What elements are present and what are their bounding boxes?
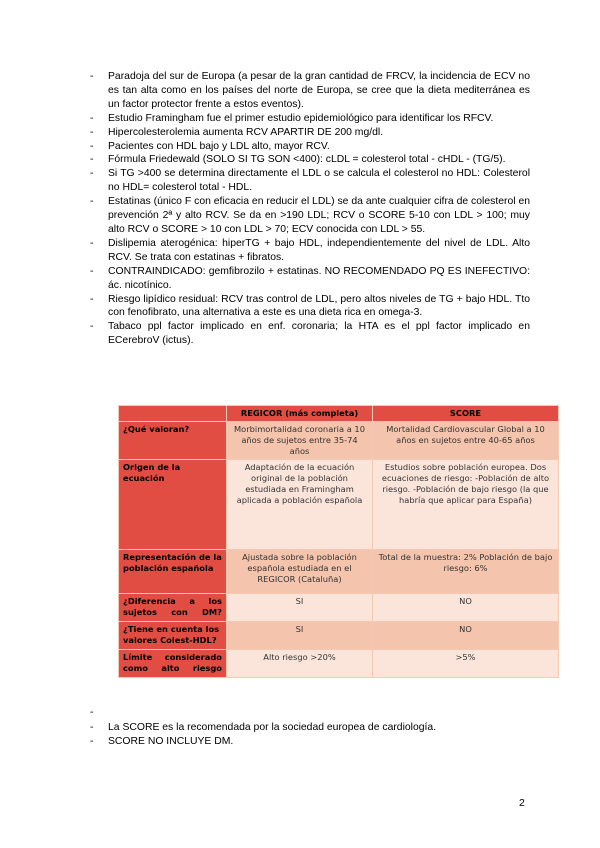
bullet-item: - Fórmula Friedewald (SOLO SI TG SON <400): cLDL = colesterol total - cHDL - (TG/5). [90, 153, 530, 167]
score-cell: Total de la muestra: 2% Población de bajo riesgo: 6% [373, 550, 559, 594]
bullet-item: - SCORE NO INCLUYE DM. [90, 735, 530, 750]
header-empty [119, 406, 227, 422]
regicor-cell: Adaptación de la ecuación original de la población estudiada en Framingham aplicada a población española [227, 460, 373, 550]
row-label: ¿Diferencia a los sujetos con DM? [119, 594, 227, 622]
bullet-item: - Tabaco ppl factor implicado en enf. coronaria; la HTA es el ppl factor implicado en ECerebroV (ictus). [90, 320, 530, 348]
table-row [119, 550, 559, 594]
bullet-item: - Estudio Framingham fue el primer estudio epidemiológico para identificar los RFCV. [90, 112, 530, 126]
bullet-item: - Riesgo lipídico residual: RCV tras control de LDL, pero altos niveles de TG + bajo HDL. Tto con fenofibrato, una alternativa a este es una dieta rica en omega-3. [90, 293, 530, 321]
header-regicor: REGICOR (más completa) [227, 406, 373, 422]
bullet-item: - Estatinas (único F con eficacia en reducir el LDL) se da ante cualquier cifra de colesterol en prevención 2ª y alto RCV. Se da en >190 LDL; RCV o SCORE 5-10 con LDL > 100; muy alto RCV o SCORE > 10 con LDL > 70; ECV conocida con LDL > 55. [90, 195, 530, 237]
row-label: ¿Qué valoran? [119, 422, 227, 460]
regicor-cell: Morbimortalidad coronaria a 10 años de sujetos entre 35-74 años [227, 422, 373, 460]
table-row [119, 422, 559, 460]
regicor-cell: SI [227, 594, 373, 622]
table-row [119, 622, 559, 650]
score-cell: >5% [373, 650, 559, 678]
bullet-item: - Paradoja del sur de Europa (a pesar de la gran cantidad de FRCV, la incidencia de ECV no es tan alta como en los países del norte de Europa, se cree que la dieta mediterránea es un factor protector frente a estos eventos). [90, 70, 530, 112]
table-row [119, 460, 559, 550]
regicor-cell: Alto riesgo >20% [227, 650, 373, 678]
row-label: Representación de la población española [119, 550, 227, 594]
bullet-item: - Pacientes con HDL bajo y LDL alto, mayor RCV. [90, 140, 530, 154]
table-row [119, 650, 559, 678]
score-cell: NO [373, 594, 559, 622]
comparison-table [118, 405, 559, 678]
closing-bullet-list [90, 706, 530, 750]
table-row [119, 594, 559, 622]
score-cell: Mortalidad Cardiovascular Global a 10 años en sujetos entre 40-65 años [373, 422, 559, 460]
bullet-item: - La SCORE es la recomendada por la sociedad europea de cardiología. [90, 721, 530, 736]
header-score: SCORE [373, 406, 559, 422]
page-number: 2 [519, 797, 525, 809]
score-cell: Estudios sobre población europea. Dos ecuaciones de riesgo: -Población de alto riesgo. -Población de bajo riesgo (la que habría que aplicar para España) [373, 460, 559, 550]
table-header-row [119, 406, 559, 422]
bullet-item: - Dislipemia aterogénica: hiperTG + bajo HDL, independientemente del nivel de LDL. Alto RCV. Se trata con estatinas + fibratos. [90, 237, 530, 265]
bullet-item: - Hipercolesterolemia aumenta RCV APARTIR DE 200 mg/dl. [90, 126, 530, 140]
bullet-list [90, 70, 530, 348]
bullet-item: - CONTRAINDICADO: gemfibrozilo + estatinas. NO RECOMENDADO PQ ES INEFECTIVO: ác. nicotínico. [90, 265, 530, 293]
row-label: Origen de la ecuación [119, 460, 227, 550]
regicor-cell: Ajustada sobre la población española estudiada en el REGICOR (Cataluña) [227, 550, 373, 594]
row-label: Límite considerado como alto riesgo [119, 650, 227, 678]
bullet-item [90, 706, 530, 721]
score-cell: NO [373, 622, 559, 650]
bullet-item: - Si TG >400 se determina directamente el LDL o se calcula el colesterol no HDL: Colesterol no HDL= colesterol total - HDL. [90, 167, 530, 195]
regicor-cell: SI [227, 622, 373, 650]
row-label: ¿Tiene en cuenta los valores Colest-HDL? [119, 622, 227, 650]
